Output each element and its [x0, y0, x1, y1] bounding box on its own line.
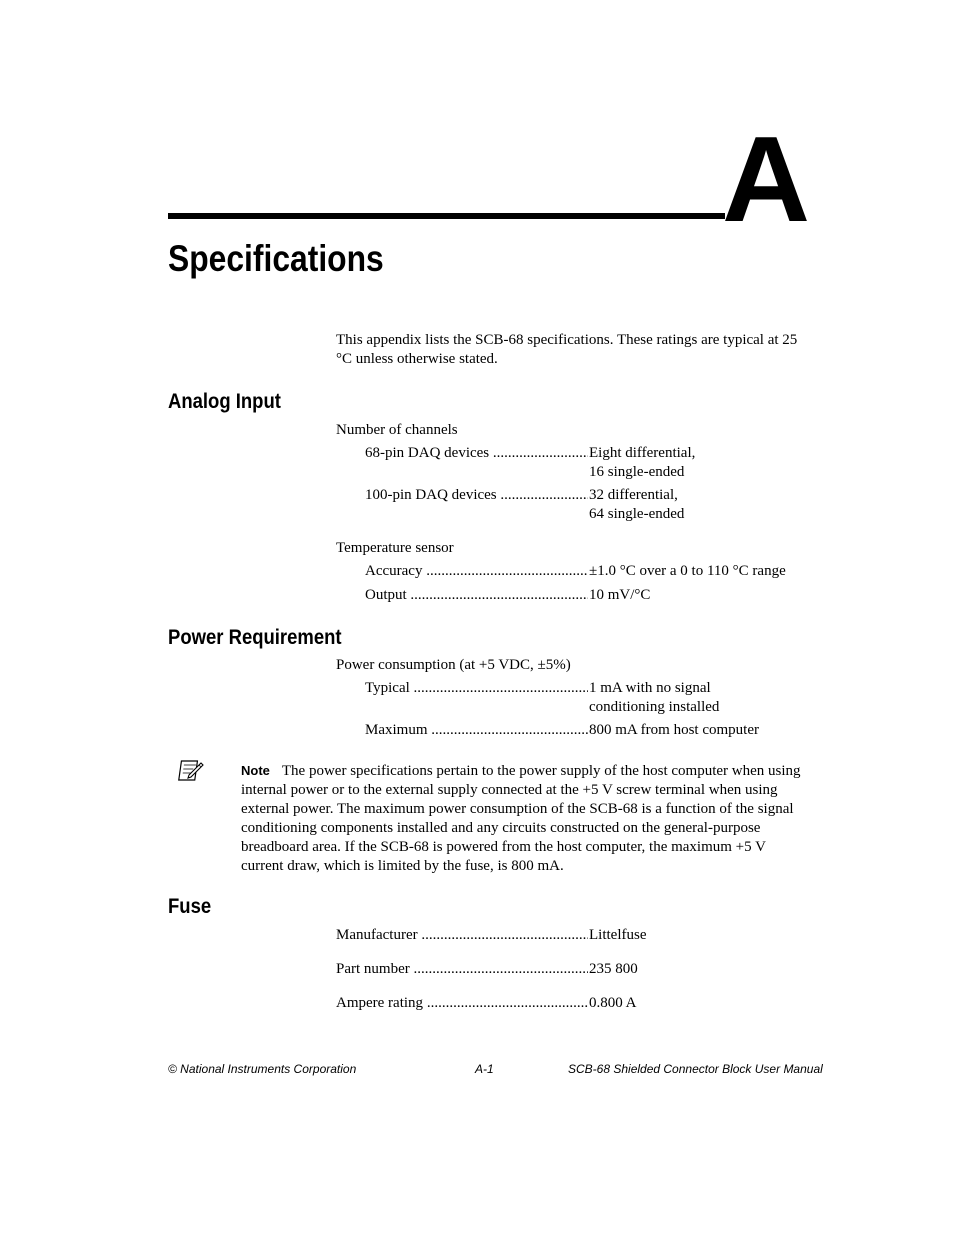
spec-name: Part number ..... [336, 960, 588, 979]
spec-row-68-pin [336, 444, 806, 484]
spec-row-output [336, 586, 806, 606]
fuse-heading: Fuse [168, 895, 212, 918]
spec-row-manufacturer [336, 926, 806, 946]
spec-row-typical [336, 679, 806, 719]
note-label: Note [241, 763, 270, 778]
spec-value: 0.800 A [589, 994, 809, 1013]
spec-value: 800 mA from host computer [589, 721, 809, 740]
spec-name: Output ..... [365, 586, 588, 605]
spec-name: 68-pin DAQ devices ..... [365, 444, 588, 463]
spec-row-ampere-rating [336, 994, 806, 1014]
spec-name: Manufacturer ..... [336, 926, 588, 945]
spec-value [589, 679, 809, 717]
spec-value-line: 1 mA with no signal [589, 680, 711, 696]
spec-value-line: conditioning installed [589, 699, 720, 715]
note-text: The power specifications pertain to the power supply of the host computer when using internal power or to the external supply connected at the +5 V screw terminal when using external power. The maximum power consumption of the SCB-68 is a function of the signal conditioning components installed and any circuits constructed on the general-purpose breadboard area. If the SCB-68 is powered from the host computer, the maximum +5 V current draw, which is limited by the fuse, is 800 mA. [241, 763, 801, 874]
intro-paragraph: This appendix lists the SCB-68 specifications. These ratings are typical at 25 °C unless otherwise stated. [336, 332, 798, 367]
footer-copyright: © National Instruments Corporation [168, 1062, 357, 1076]
spec-value: 235 800 [589, 960, 809, 979]
spec-name: Typical ..... [365, 679, 588, 698]
note-block [241, 761, 801, 876]
spec-row-accuracy [336, 562, 806, 582]
spec-value [589, 486, 809, 524]
analog-input-heading: Analog Input [168, 390, 281, 413]
spec-value [589, 444, 809, 482]
spec-row-100-pin [336, 486, 806, 526]
chapter-rule [168, 213, 725, 219]
temperature-sensor-label: Temperature sensor [336, 540, 454, 556]
footer-page-number: A-1 [475, 1062, 494, 1076]
spec-name: 100-pin DAQ devices ..... [365, 486, 588, 505]
spec-name: Accuracy ..... [365, 562, 588, 581]
power-consumption-label: Power consumption (at +5 VDC, ±5%) [336, 657, 571, 673]
spec-value-line: 32 differential, [589, 487, 678, 503]
spec-value-line: 16 single-ended [589, 464, 685, 480]
note-pencil-icon [175, 757, 205, 783]
power-requirement-heading: Power Requirement [168, 626, 342, 649]
appendix-letter: A [722, 111, 809, 247]
spec-value: ±1.0 °C over a 0 to 110 °C range [589, 562, 809, 581]
spec-value-line: 64 single-ended [589, 506, 685, 522]
spec-name: Ampere rating ..... [336, 994, 588, 1013]
channels-label: Number of channels [336, 422, 458, 438]
spec-value: 10 mV/°C [589, 586, 809, 605]
page-title: Specifications [168, 238, 384, 279]
spec-value-line: Eight differential, [589, 445, 696, 461]
spec-name: Maximum ..... [365, 721, 588, 740]
spec-row-part-number [336, 960, 806, 980]
footer-manual-title: SCB-68 Shielded Connector Block User Manual [568, 1062, 823, 1076]
spec-row-maximum [336, 721, 806, 741]
spec-value: Littelfuse [589, 926, 809, 945]
